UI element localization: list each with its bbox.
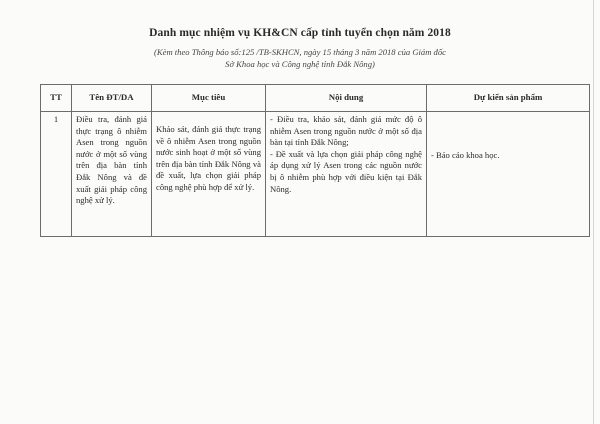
table-row (41, 112, 590, 237)
header-content: Nội dung (266, 85, 427, 112)
header-product (427, 85, 590, 112)
header-tt: TT (41, 85, 72, 112)
cell-product: - Báo cáo khoa học. (427, 112, 590, 237)
cell-content (266, 112, 427, 237)
document-title: Danh mục nhiệm vụ KH&CN cấp tỉnh tuyển chọn năm 2018 (149, 27, 451, 39)
cell-name: Điều tra, đánh giá thực trạng ô nhiễm Asen trong nguồn nước ở một số vùng trên địa bàn tỉnh Đắk Nông và đề xuất giải pháp công nghệ xử lý. (72, 112, 152, 237)
header-product-label: Dự kiến sản phẩm (473, 92, 543, 103)
header-name: Tên ĐT/DA (72, 85, 152, 112)
document-subtitle-line1: (Kèm theo Thông báo số:125 /TB-SKHCN, ngày 15 tháng 3 năm 2018 của Giám đốc (154, 47, 446, 57)
cell-tt: 1 (41, 112, 72, 237)
document-subtitle-line2: Sở Khoa học và Công nghệ tỉnh Đắk Nông) (225, 59, 375, 69)
task-table (40, 84, 590, 237)
content-item-2: - Đề xuất và lựa chọn giải pháp công nghệ áp dụng xử lý Asen trong các nguồn nước bị ô nhiễm phù hợp với điều kiện tại Đắk Nông. (270, 148, 422, 194)
table-header-row (41, 85, 590, 112)
scan-edge-line (593, 0, 594, 424)
content-item-1: - Điều tra, khảo sát, đánh giá mức độ ô nhiễm Asen trong nguồn nước ở một số địa bàn tại tỉnh Đắk Nông; (270, 114, 422, 148)
header-objective: Mục tiêu (152, 85, 266, 112)
cell-objective: Khảo sát, đánh giá thực trạng về ô nhiễm Asen trong nguồn nước sinh hoạt ở một số vùng trên địa bàn tỉnh Đắk Nông và đề xuất, lựa chọn giải pháp công nghệ phù hợp để xử lý. (152, 112, 266, 237)
